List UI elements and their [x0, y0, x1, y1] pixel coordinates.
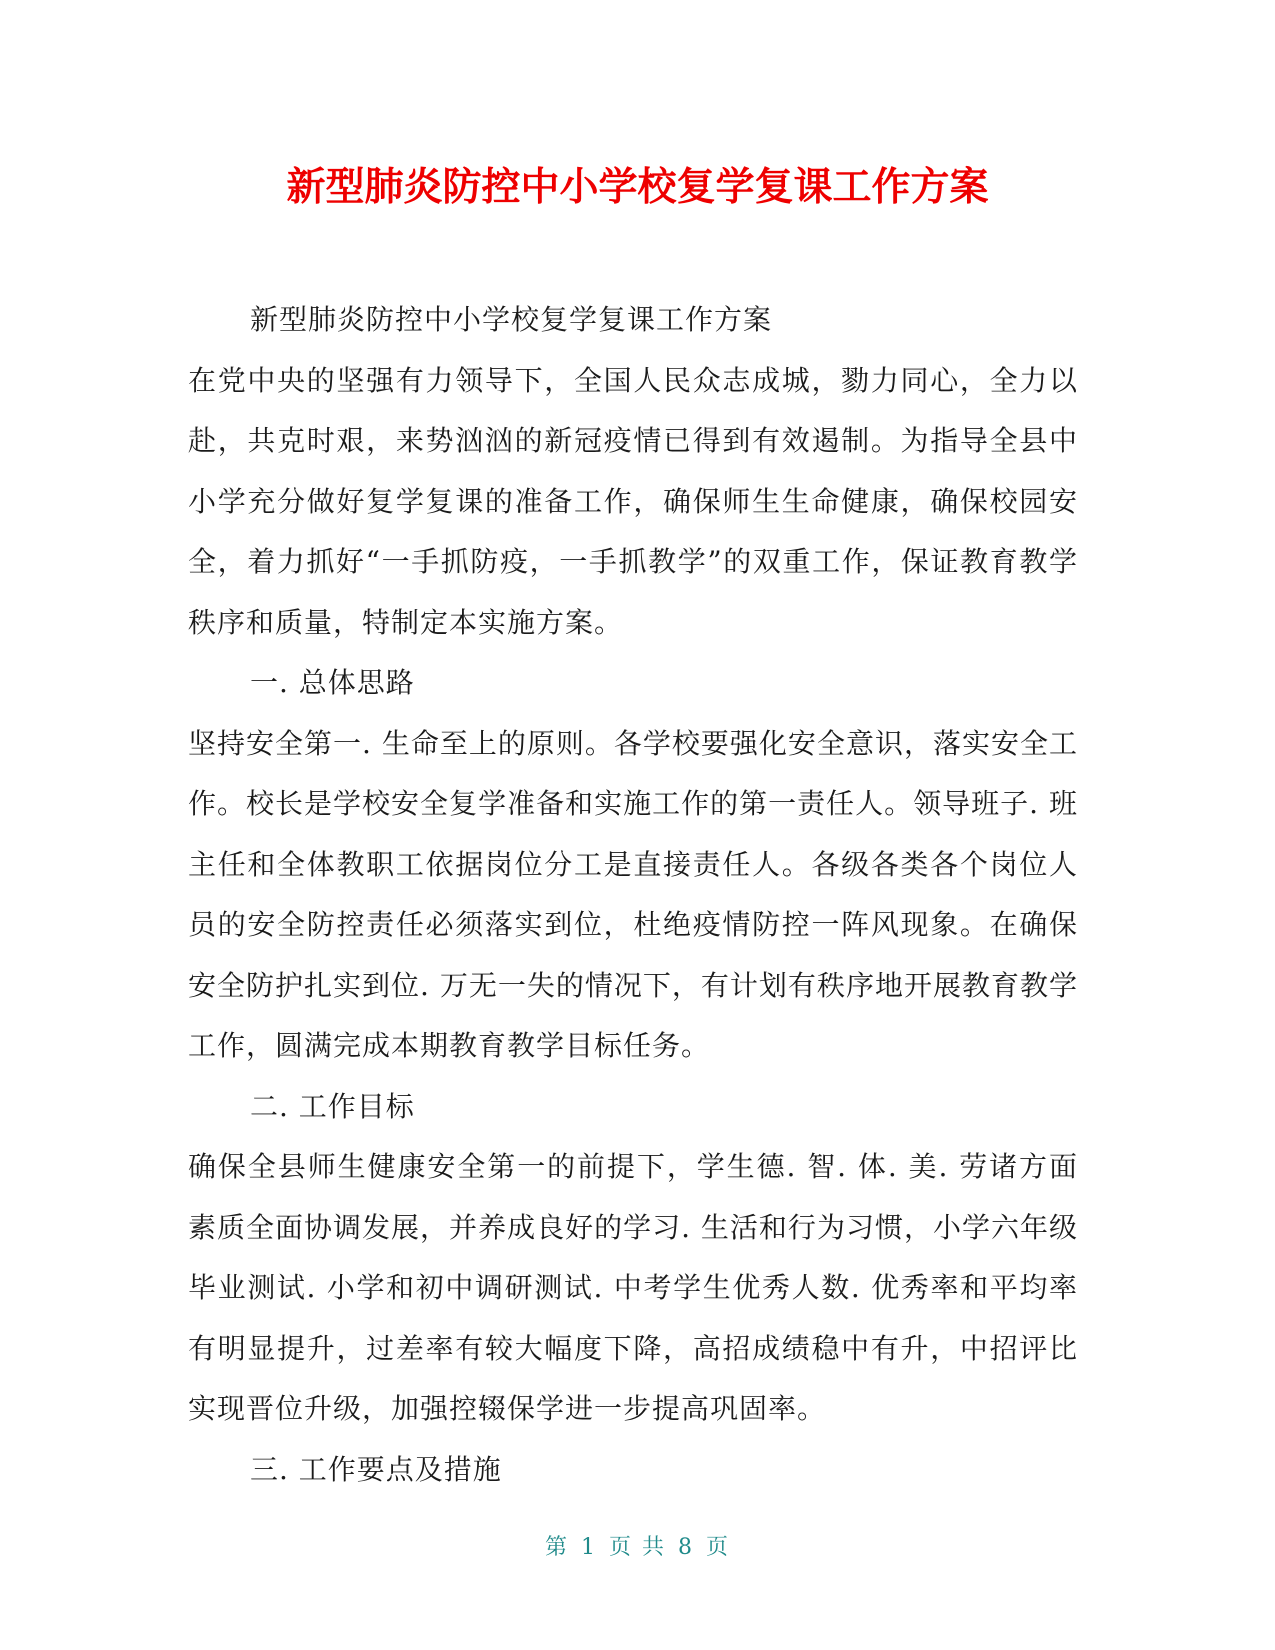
- document-title: 新型肺炎防控中小学校复学复课工作方案: [286, 165, 989, 210]
- paragraph-section-1: 坚持安全第一. 生命至上的原则。各学校要强化安全意识，落实安全工作。校长是学校安全复学准备和实施工作的第一责任人。领导班子. 班主任和全体教职工依据岗位分工是直接责任人。各级各类各个岗位人员的安全防控责任必须落实到位，杜绝疫情防控一阵风现象。在确保安全防护扎实到位. 万无一失的情况下，有计划有秩序地开展教育教学工作，圆满完成本期教育教学目标任务。: [188, 726, 1078, 1062]
- page-label-prefix: 第: [544, 1535, 569, 1560]
- paragraph-section-2: 确保全县师生健康安全第一的前提下，学生德. 智. 体. 美. 劳诸方面素质全面协调发展，并养成良好的学习. 生活和行为习惯，小学六年级毕业测试. 小学和初中调研测试. 中考学生优秀人数. 优秀率和平均率有明显提升，过差率有较大幅度下降，高招成绩稳中有升，中招评比实现晋位升级，加强控辍保学进一步提高巩固率。: [188, 1150, 1078, 1425]
- section-heading-1: 一. 总体思路: [250, 666, 415, 699]
- paragraph-subtitle: 新型肺炎防控中小学校复学复课工作方案: [250, 303, 773, 336]
- page-total: 8: [678, 1535, 694, 1560]
- page-label-mid: 页 共: [609, 1535, 666, 1560]
- paragraph-intro: 在党中央的坚强有力领导下，全国人民众志成城，勠力同心，全力以赴，共克时艰，来势汹汹的新冠疫情已得到有效遏制。为指导全县中小学充分做好复学复课的准备工作，确保师生生命健康，确保校园安全，着力抓好“一手抓防疫，一手抓教学”的双重工作，保证教育教学秩序和质量，特制定本实施方案。: [188, 363, 1078, 639]
- document-body: [188, 290, 1078, 1500]
- section-heading-2: 二. 工作目标: [250, 1089, 415, 1123]
- page-label-suffix: 页: [706, 1535, 731, 1560]
- page-current: 1: [581, 1535, 597, 1560]
- page-footer: [0, 1533, 1275, 1563]
- section-heading-3: 三. 工作要点及措施: [250, 1452, 502, 1486]
